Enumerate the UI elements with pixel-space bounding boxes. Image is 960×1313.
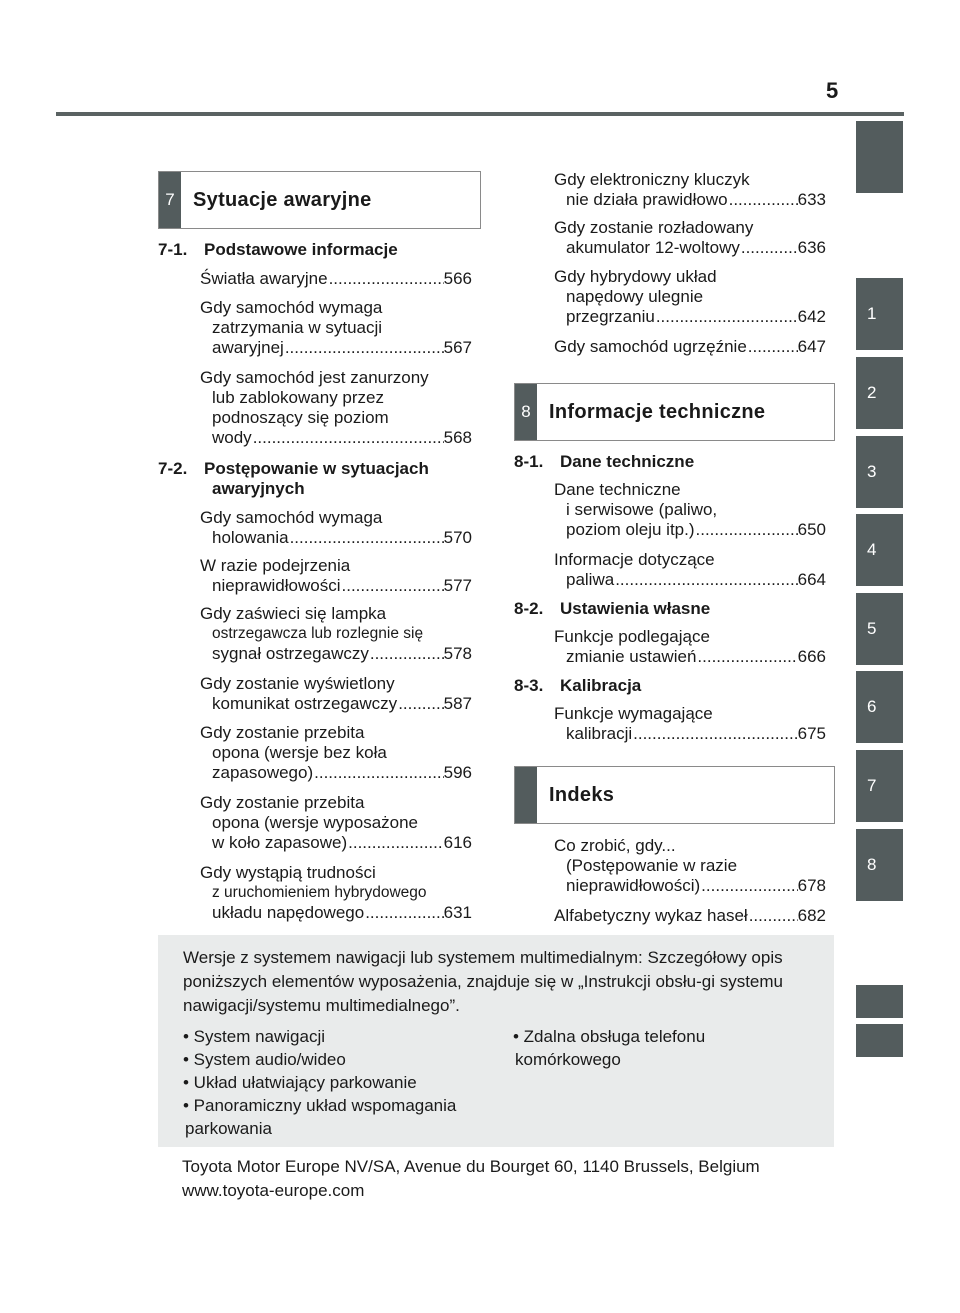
toc-entry[interactable]: Gdy wystąpią trudności z uruchomieniem hybrydowego układu napędowego ..... 631 [200, 863, 472, 923]
subsection-8-2: 8-2. Ustawienia własne [514, 599, 711, 618]
subsection-7-1: 7-1. Podstawowe informacje [158, 240, 398, 259]
toc-entry[interactable]: Alfabetyczny wykaz haseł ..... 682 [554, 906, 826, 926]
side-tab-1[interactable] [856, 278, 903, 350]
subsection-7-2: 7-2. Postępowanie w sytuacjach awaryjnych [158, 459, 429, 498]
header-rule [56, 112, 904, 116]
side-tab-label: 4 [867, 540, 877, 559]
side-tab-8[interactable] [856, 829, 903, 901]
bullet-item-continuation: parkowania [185, 1119, 272, 1138]
side-tab-7[interactable] [856, 750, 903, 822]
toc-entry[interactable]: Dane techniczne i serwisowe (paliwo, poziom oleju itp.) ..... 650 [554, 480, 826, 540]
side-tab-3[interactable] [856, 436, 903, 508]
toc-entry[interactable]: Gdy zaświeci się lampka ostrzegawcza lub rozlegnie się sygnał ostrzegawczy ..... 578 [200, 604, 472, 664]
toc-entry[interactable]: Gdy samochód ugrzęźnie ..... 647 [554, 337, 826, 357]
toc-entry[interactable]: Gdy samochód wymaga holowania ..... 570 [200, 508, 472, 548]
side-tab-label: 7 [867, 776, 877, 795]
section-title: Sytuacje awaryjne [193, 189, 372, 211]
info-bullets-right [513, 1025, 705, 1071]
toc-entry[interactable]: Gdy zostanie rozładowany akumulator 12-woltowy ..... 636 [554, 218, 826, 258]
section-header-index [514, 766, 835, 824]
toc-entry[interactable]: Gdy elektroniczny kluczyk nie działa prawidłowo ..... 633 [554, 170, 826, 210]
info-description: Wersje z systemem nawigacji lub systemem multimedialnym: Szczegółowy opis poniższych elementów wyposażenia, znajduje się w „Instrukcji obsłu-gi systemu nawigacji/systemu multimedialnego”. [183, 948, 783, 1015]
toc-entry[interactable]: Gdy zostanie przebita opona (wersje wyposażone w koło zapasowe) ..... 616 [200, 793, 472, 853]
info-bullets-left [183, 1025, 456, 1140]
toc-entry[interactable]: Co zrobić, gdy... (Postępowanie w razie nieprawidłowości) ..... 678 [554, 836, 826, 896]
toc-entry[interactable]: Gdy zostanie wyświetlony komunikat ostrzegawczy ..... 587 [200, 674, 472, 714]
footer [182, 1155, 760, 1203]
bullet-item-continuation: komórkowego [515, 1050, 621, 1069]
toc-entry[interactable]: Funkcje podlegające zmianie ustawień ..... 666 [554, 627, 826, 667]
section-number: 7 [159, 172, 181, 228]
section-number [515, 767, 537, 823]
bullet-item: • Układ ułatwiający parkowanie [183, 1073, 417, 1092]
navigation-info-box [158, 935, 834, 1147]
side-tab-index-2[interactable] [856, 1024, 903, 1057]
side-tab-index[interactable] [856, 985, 903, 1018]
toc-entry[interactable]: Funkcje wymagające kalibracji ..... 675 [554, 704, 826, 744]
section-title: Indeks [549, 784, 615, 806]
side-tab-label: 3 [867, 462, 877, 481]
bullet-item: • Zdalna obsługa telefonu [513, 1027, 706, 1046]
section-header-8 [514, 383, 835, 441]
side-tab-label: 5 [867, 619, 877, 638]
page-number: 5 [826, 78, 839, 103]
section-header-7 [158, 171, 481, 229]
side-tab-6[interactable] [856, 671, 903, 743]
subsection-8-1: 8-1. Dane techniczne [514, 452, 695, 471]
section-title: Informacje techniczne [549, 401, 766, 423]
side-tab-2[interactable] [856, 357, 903, 429]
toc-entry[interactable]: Gdy samochód wymaga zatrzymania w sytuacji awaryjnej ..... 567 [200, 298, 472, 358]
toc-entry[interactable]: Informacje dotyczące paliwa ..... 664 [554, 550, 826, 590]
bullet-item: • Panoramiczny układ wspomagania [183, 1096, 457, 1115]
subsection-8-3: 8-3. Kalibracja [514, 676, 642, 695]
toc-entry[interactable]: Gdy hybrydowy układ napędowy ulegnie przegrzaniu ..... 642 [554, 267, 826, 327]
side-tab-blank-top[interactable] [856, 121, 903, 193]
side-tab-5[interactable] [856, 593, 903, 665]
toc-entry[interactable]: Gdy zostanie przebita opona (wersje bez koła zapasowego) ..... 596 [200, 723, 472, 783]
footer-address: Toyota Motor Europe NV/SA, Avenue du Bourget 60, 1140 Brussels, Belgium [182, 1157, 760, 1176]
toc-entry[interactable]: Światła awaryjne ..... 566 [200, 269, 472, 289]
bullet-item: • System audio/wideo [183, 1050, 346, 1069]
side-tab-4[interactable] [856, 514, 903, 586]
side-tab-label: 1 [867, 304, 877, 323]
side-tab-label: 6 [867, 697, 877, 716]
footer-website[interactable]: www.toyota-europe.com [182, 1181, 365, 1200]
bullet-item: • System nawigacji [183, 1027, 326, 1046]
side-tab-label: 8 [867, 855, 877, 874]
side-tab-label: 2 [867, 383, 877, 402]
section-number: 8 [515, 384, 537, 440]
toc-entry[interactable]: Gdy samochód jest zanurzony lub zablokowany przez podnoszący się poziom wody ..... 568 [200, 368, 472, 448]
toc-entry[interactable]: W razie podejrzenia nieprawidłowości ..... 577 [200, 556, 472, 596]
